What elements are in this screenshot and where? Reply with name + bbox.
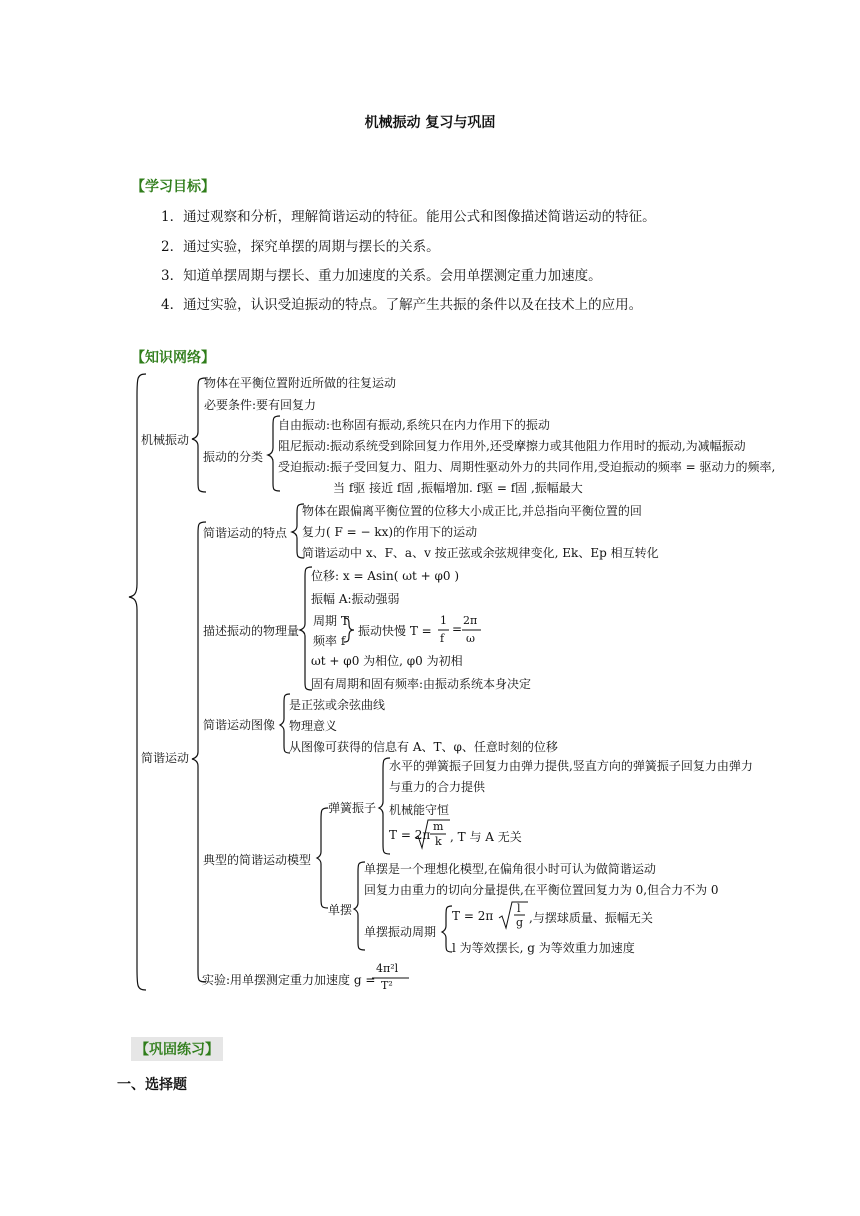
spring-1: 水平的弹簧振子回复力由弹力提供,竖直方向的弹簧振子回复力由弹力 bbox=[389, 759, 753, 773]
spring-3: 机械能守恒 bbox=[389, 803, 450, 817]
node-pendulum-period: 单摆振动周期 bbox=[364, 925, 437, 939]
frac-w-den: ω bbox=[466, 632, 475, 645]
node-quantities: 描述振动的物理量 bbox=[203, 624, 300, 638]
page-title: 机械振动 复习与巩固 bbox=[364, 115, 496, 131]
bracket-qty bbox=[300, 567, 312, 690]
frac-1f-den: f bbox=[440, 632, 445, 645]
experiment-frac-den: T² bbox=[381, 979, 393, 992]
qty-natural: 固有周期和固有频率:由振动系统本身决定 bbox=[311, 677, 532, 691]
spring-frac-num: m bbox=[433, 820, 444, 833]
qty-frequency: 频率 f bbox=[313, 634, 346, 648]
pendulum-1: 单摆是一个理想化模型,在偏角很小时可认为做简谐运动 bbox=[364, 862, 656, 876]
bracket-shm bbox=[192, 522, 206, 982]
spring-4-note: , T 与 A 无关 bbox=[450, 830, 522, 844]
feature-1: 物体在跟偏离平衡位置的位移大小成正比,并总指向平衡位置的回 bbox=[302, 504, 642, 518]
objective-item: 2．通过实验，探究单摆的周期与摆长的关系。 bbox=[161, 239, 440, 255]
qty-displacement: 位移: x = Asin( ωt + φ0 ) bbox=[311, 569, 460, 583]
bracket-model bbox=[317, 808, 328, 908]
frac-equals: = bbox=[452, 622, 463, 636]
node-pendulum: 单摆 bbox=[328, 903, 353, 917]
experiment-frac-num: 4π²l bbox=[376, 962, 399, 975]
node-spring-oscillator: 弹簧振子 bbox=[328, 801, 377, 815]
mech-definition: 物体在平衡位置附近所做的往复运动 bbox=[204, 376, 397, 390]
bracket-root bbox=[129, 374, 146, 990]
qty-speed: 振动快慢 T = bbox=[358, 624, 432, 638]
qty-period: 周期 T bbox=[313, 614, 349, 628]
node-shm-features: 简谐运动的特点 bbox=[203, 526, 288, 540]
pendulum-3-formula: T = 2π bbox=[452, 909, 494, 923]
class-damped: 阻尼振动:振动系统受到除回复力作用外,还受摩擦力或其他阻力作用时的振动,为减幅振动 bbox=[278, 439, 746, 453]
graph-3: 从图像可获得的信息有 A、T、φ、任意时刻的位移 bbox=[289, 740, 558, 754]
pendulum-frac-num: l bbox=[517, 902, 521, 915]
spring-2: 与重力的合力提供 bbox=[389, 780, 486, 794]
node-vibration-classes: 振动的分类 bbox=[203, 450, 264, 464]
node-shm: 简谐运动 bbox=[141, 751, 190, 765]
experiment-line: 实验:用单摆测定重力加速度 g = bbox=[202, 973, 376, 987]
qty-phase: ωt + φ0 为相位, φ0 为初相 bbox=[311, 654, 463, 668]
frac-1f-num: 1 bbox=[440, 614, 447, 627]
bracket-pend-period bbox=[442, 906, 452, 952]
class-forced-cont: 当 f驱 接近 f固 ,振幅增加. f驱 = f固 ,振幅最大 bbox=[333, 481, 583, 495]
objective-item: 1．通过观察和分析，理解简谐运动的特征。能用公式和图像描述简谐运动的特征。 bbox=[161, 209, 656, 225]
feature-3: 简谐运动中 x、F、a、v 按正弦或余弦规律变化, Ek、Ep 相互转化 bbox=[302, 546, 659, 560]
graph-2: 物理意义 bbox=[289, 719, 338, 733]
pendulum-3-note: ,与摆球质量、振幅无关 bbox=[529, 911, 653, 925]
pendulum-2: 回复力由重力的切向分量提供,在平衡位置回复力为 0,但合力不为 0 bbox=[364, 883, 719, 897]
node-mechanical-vibration: 机械振动 bbox=[141, 433, 190, 447]
objectives-heading: 【学习目标】 bbox=[131, 179, 215, 195]
section-multiple-choice: 一、选择题 bbox=[117, 1077, 187, 1093]
qty-amplitude: 振幅 A:振动强弱 bbox=[311, 592, 400, 606]
pendulum-4: l 为等效摆长, g 为等效重力加速度 bbox=[452, 941, 635, 955]
objective-item: 3．知道单摆周期与摆长、重力加速度的关系。会用单摆测定重力加速度。 bbox=[161, 268, 602, 284]
mech-condition: 必要条件:要有回复力 bbox=[204, 398, 317, 412]
feature-2: 复力( F = − kx)的作用下的运动 bbox=[302, 525, 478, 539]
class-free: 自由振动:也称固有振动,系统只在内力作用下的振动 bbox=[278, 418, 550, 432]
frac-2pi-num: 2π bbox=[463, 614, 478, 627]
pendulum-frac-den: g bbox=[516, 916, 524, 929]
class-forced: 受迫振动:振子受回复力、阻力、周期性驱动外力的共同作用,受迫振动的频率 = 驱动力的频率, bbox=[278, 460, 776, 474]
graph-1: 是正弦或余弦曲线 bbox=[289, 698, 386, 712]
node-typical-models: 典型的简谐运动模型 bbox=[203, 853, 312, 867]
objective-item: 4．通过实验，认识受迫振动的特点。了解产生共振的条件以及在技术上的应用。 bbox=[161, 297, 643, 313]
spring-frac-den: k bbox=[435, 835, 442, 848]
node-shm-graph: 简谐运动图像 bbox=[203, 718, 276, 732]
spring-4-formula: T = 2π bbox=[389, 828, 431, 842]
consolidation-heading: 【巩固练习】 bbox=[131, 1037, 223, 1061]
network-heading: 【知识网络】 bbox=[131, 350, 215, 366]
